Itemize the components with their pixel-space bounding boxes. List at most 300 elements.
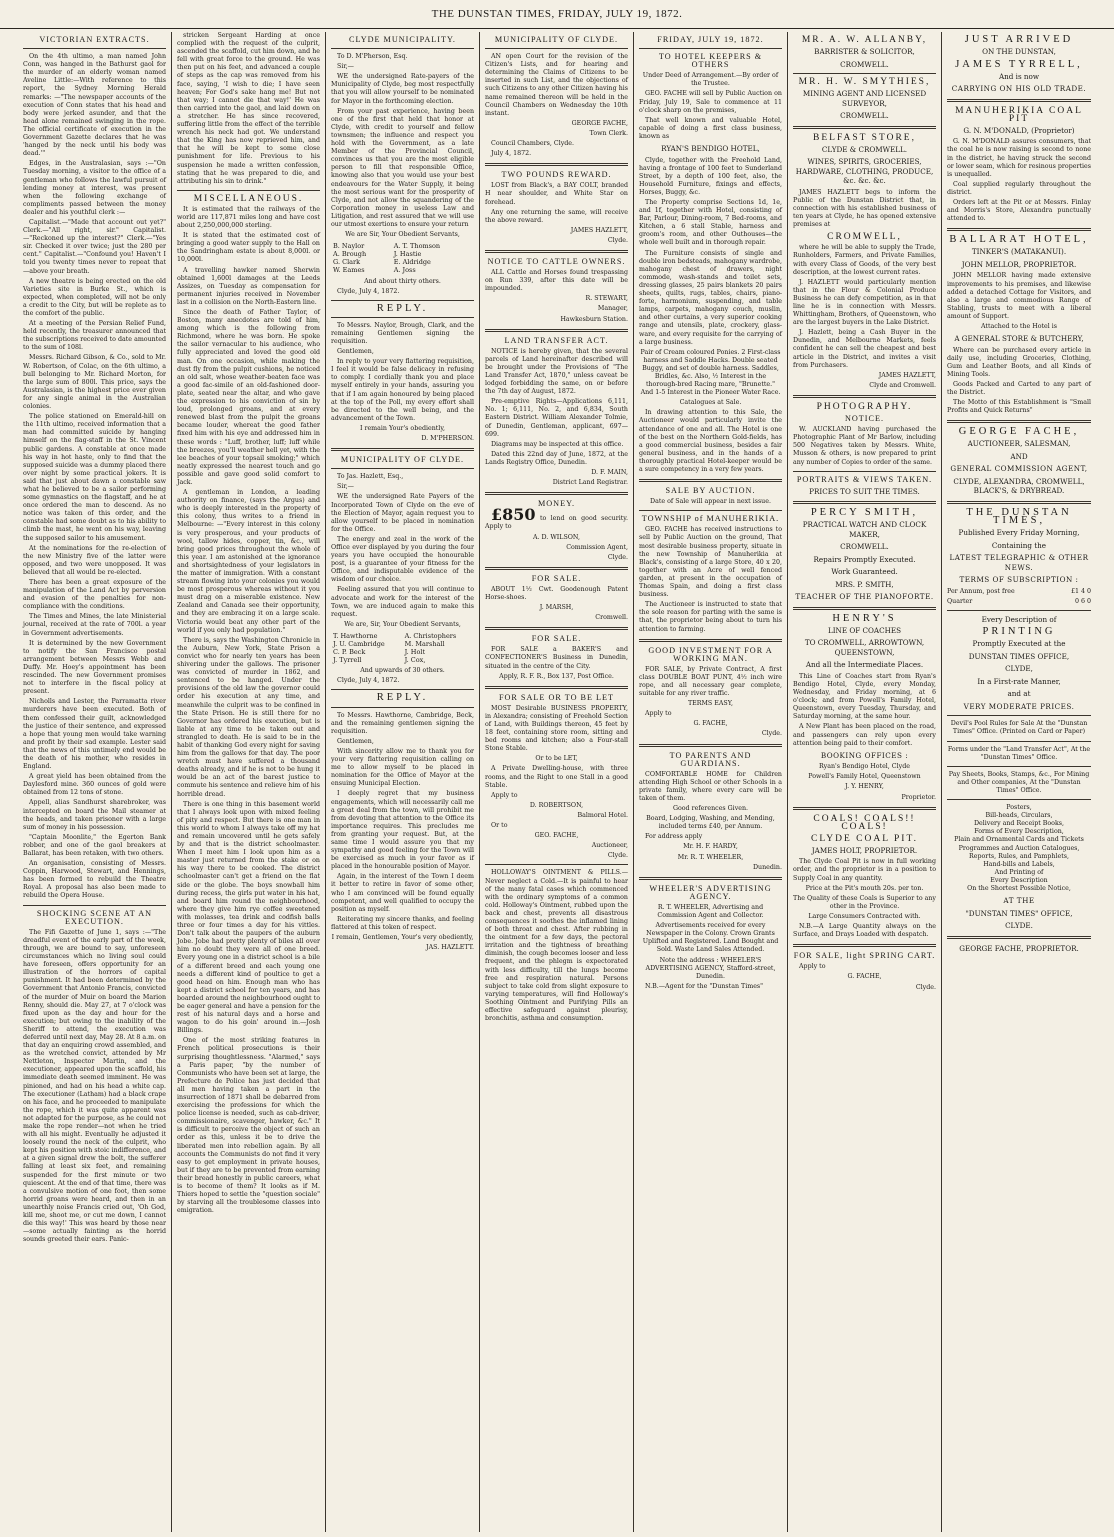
subtitle: CARRYING ON HIS OLD TRADE. xyxy=(951,84,1087,94)
notice-paragraph: GEO. FACHE will sell by Public Auction on Friday, July 19, Sale to commence at 11 o'clock sharp on the premises, xyxy=(639,90,782,114)
ad-paragraph: J. HAZLETT would particularly mention that in the Flour & Colonial Produce Business he can defy competition, as in that line he is in connection with Messrs. Whittingham, Brothers, of Queenstown, who are the largest buyers in the Lake District. xyxy=(793,278,936,327)
subtitle: LINE OF COACHES xyxy=(827,625,902,635)
list-item: Every Description xyxy=(990,876,1048,884)
notice-date: July 4, 1872. xyxy=(491,150,532,158)
notice-signature: Clyde. xyxy=(607,236,628,244)
ad-paragraph: Devil's Pool Rules for Sale At the "Dunstan Times" Office. (Printed on Card or Paper) xyxy=(950,720,1088,736)
ad-paragraph: N.B.—A Large Quantity always on the Surface, and Drays Loaded with despatch. xyxy=(793,923,936,939)
notice-signature: D. ROBERTSON, xyxy=(529,801,584,809)
subtitle: CLYDE, ALEXANDRA, CROMWELL, BLACK'S, & DRYBREAD. xyxy=(953,476,1085,496)
letter-paragraph: WE the undersigned Rate Payers of the Incorporated Town of Clyde on the eve of the Election of Mayor, again request you to allow yourself to be placed in nomination for the Office. xyxy=(331,493,474,533)
subtitle: MRS. P. SMITH, xyxy=(835,579,894,589)
notice-apply: Or to xyxy=(491,822,508,830)
notice-paragraph: LOST from Black's, a BAY COLT, branded H near shoulder, and White Star on forehead. xyxy=(485,182,628,206)
divider xyxy=(331,707,474,708)
notice-paragraph: N.B.—Agent for the "Dunstan Times" xyxy=(645,982,764,990)
money-text: to lend on good security. Apply to xyxy=(485,515,628,531)
ad-paragraph: Powell's Family Hotel, Queenstown xyxy=(808,773,921,781)
signer-row: W. Eames A. Joss xyxy=(333,266,416,275)
notice-paragraph: Pre-emptive Rights—Applications 6,111, No. 1; 6,111, No. 2, and 6,834, South Eastern District. William Alexander Tolmie, of Dunedin, Gentleman, applicant, 697—699. xyxy=(485,398,628,438)
notice-signature: District Land Registrar. xyxy=(552,479,628,487)
notice-paragraph: AN open Court for the revision of the Citizen's Lists, and for hearing and determining the Claims of Citizens to be inserted in such List, and the objections of such Citizens to any other Citizen having his name remained thereon will be held in the Council Chambers on Wednesday the 10th instant. xyxy=(485,53,628,117)
notice-paragraph: Any one returning the same, will receive the above reward. xyxy=(485,208,628,224)
heading-clyde-municipality: CLYDE MUNICIPALITY. xyxy=(349,35,456,44)
heading-shocking-scene: SHOCKING SCENE AT AN EXECUTION. xyxy=(36,908,153,926)
article-paragraph: There is, says the Washington Chronicle in the Auburn, New York, State Prison a convict who for nearly ten years has been shivering under the gallows. The prisoner was convicted of murder in 1862, and sentenced to be hanged. Under the provisions of the old law the governor could order his execution at any time, and meanwhile the culprit was to be confined in the State Prison. He is still there for no Governor has ordered his execution, but is liable at any time to be taken out and strangled to death. He is said to be in the habit of thanking God every night for saving him from the gallows for that day. The poor wretch must have suffered a thousand deaths already, and if he is not to be hung it would be an act of the barest justice to commute his sentence and relieve him of his horrible dread. xyxy=(177,636,320,798)
subtitle: Published Every Friday Morning, xyxy=(958,528,1080,538)
letter-paragraph: I deeply regret that my business engagements, which will necessarily call me a great deal from the town, will prohibit me from devoting that attention to the Office its importance requires. This precludes me from granting your request. But, at the same time I would assure you that my sympathy and good feeling for the Town will be exercised as much in your favor as if placed in the honourable position of Mayor. xyxy=(331,790,474,871)
divider xyxy=(947,228,1091,231)
proprietor-line: GEORGE FACHE, PROPRIETOR. xyxy=(959,943,1079,953)
divider xyxy=(331,689,474,690)
heading-coals: COALS! COALS!! COALS! xyxy=(813,813,916,832)
list-item: Delivery and Receipt Books, xyxy=(973,820,1065,828)
notice-paragraph: FOR SALE a BAKER'S and CONFECTIONER'S Business in Dunedin, situated in the centre of the City. xyxy=(485,646,628,670)
list-item: Plain and Ornamental Cards and Tickets xyxy=(954,836,1084,844)
newspaper-page xyxy=(18,32,1108,1532)
ad-paragraph: Goods Packed and Carted to any part of the District. xyxy=(947,380,1091,397)
heading-just-arrived: JUST ARRIVED xyxy=(964,34,1074,45)
ad-paragraph: Ryan's Bendigo Hotel, Clyde xyxy=(819,763,910,771)
list-item: Bill-heads, Circulars, xyxy=(985,812,1053,820)
article-paragraph: One of the most striking features in French political prosecutions is their surprising thoughtlessness. "Alarmed," says a Paris paper, "by the number of Communists who have been set at large, the Prefecture de Police has just decided that all men having taken a part in the insurrection of 1871 shall be debarred from exercising the professions for which the police license is needed, such as cab-driver, commissionaire, scavenger, hawker, &c." It is difficult to perceive the object of such an order as this, unless it be to drive the liberated men into rebellion again. By all accounts the Communists do not find it very easy to get employment in private houses, but if they are to be prevented from earning their bread honestly in public careers, what is to become of them? It looks as if M. Thiers hoped to settle the "question sociale" by starving all the troublesome classes into emigration. xyxy=(177,1037,320,1215)
letter-date: Clyde, July 4, 1872. xyxy=(337,677,400,685)
subtitle: AT THE xyxy=(1003,896,1035,906)
notice-paragraph: The Auctioneer is instructed to state that the sole reason for parting with the same is that, the proprietor being about to turn his attention to farming. xyxy=(639,601,782,633)
heading-photography: PHOTOGRAPHY. xyxy=(816,401,913,412)
letter-address: To Jas. Hazlett, Esq., xyxy=(337,473,404,481)
heading-manuherikia-coal-pit: MANUHERIKIA COAL PIT xyxy=(955,105,1083,124)
subtitle: WINES, SPIRITS, GROCERIES, HARDWARE, CLOTHING, PRODUCE, &c. &c. &c. xyxy=(795,157,934,186)
column-3 xyxy=(326,32,480,1532)
divider xyxy=(947,715,1091,716)
article-paragraph: The Fifi Gazette of June 1, says :—"The dreadful event of the early part of the week, through, we are bound to say, unforeseen circumstances which no living soul could have foreseen, offers opportunity for an illustration of the horrors of capital punishment. It had been determined by the Government that Antonio Francis, convicted of the murder of Muir on board the Marion Renny, should die. May 27, at 7 o'clock was fixed upon as the day and hour for the execution; but owing to the inability of the Sheriff to attend, the execution was deferred until next day, May 28. At 8 a.m. on that day an enquiring crowd assembled, and as the wretched convict, attended by Mr Nettleton, Inspector Martin, and the executioner, appeared upon the scaffold, his immediate death seemed imminent. He was pinioned, and had on his head a white cap. The executioner (Latham) had a black crape on his face, and he proceeded to manipulate the rope, which it was quite apparent was not adapted for the purpose, as he could not make the rope render—not when he tried with all his might. Eventually he adjusted it loosely round the neck of the culprit, who kept his position with stoic indifference, and at a given signal drew the bolt, the sufferer falling at least six feet, and remaining suspended for the first minute or two quiescent. At the end of that time, there was a convulsive motion of one foot, then some horrid groans were heard, and then in an unearthly noise Francis cried out, 'Oh God, kill me, shoot me, or cut me down, I cannot die this way!' This was heard by those near—some actually fainting as the horrid sounds greeted their ears. Panic- xyxy=(23,928,166,1244)
letter-salutation: Sir,— xyxy=(337,483,354,491)
letter-paragraph: From your past experience, having been one of the first that held that honor at Clyde, with credit to yourself and fellow townsmen; the influence and respect you hold with the Government, as a late Member of the Provincial Council, convinces us that you are the most eligible person to fill that responsible Office, knowing also that you would use your best endeavours for the Water Supply, it being the most serious want for the prosperity of Clyde, and not allow the squandering of the Corporation money in useless Law and Litigation, and rest assured that we will use our utmost exertions to ensure your return xyxy=(331,107,474,228)
subtitle: GENERAL COMMISSION AGENT, xyxy=(950,464,1088,474)
notice-signature: Clyde. xyxy=(761,730,782,738)
divider xyxy=(947,741,1091,742)
notice-paragraph: Date of Sale will appear in next issue. xyxy=(650,498,771,506)
list-item: Posters, xyxy=(1006,804,1032,812)
divider xyxy=(331,468,474,469)
notice-paragraph: Dated this 22nd day of June, 1872, at the Lands Registry Office, Dunedin. xyxy=(485,450,628,466)
divider xyxy=(947,766,1091,767)
heading-to-hotel-keepers: TO HOTEL KEEPERS & OTHERS xyxy=(658,52,763,70)
article-paragraph: There is one thing in this basement world that I always look upon with mixed feeling of pity and respect. But there is one man in this world to whom I always take off my hat and remain uncovered until he gets safely by and that is the district schoolmaster. When I meet him I look upon him as a master just returned from the stake or on his way there to be cooked. The district schoolmaster can't get a friend on the flat side or the globe. The boys snowball him during recess, the girls put water in his hat, and board him round the neighbourhood, where they give him rye coffee sweetened with molasses, tea drink and codfish balls three or four times a day for his vittles. Don't talk about the paupers of the auburn Jobe. Jobe had pretty plenty of biles all over him no doubt they were all of one breed. Every young one in a district school is a bile of a different breed and each young one needs a different kind of poultice to get a good head on him. Enough man who has kept a district school for ten years, and has boarded around the neighbourhood ought to be eager general and have a pension for the rest of his natural days and a horse and wagon to do his goin' around in.—Josh Billings. xyxy=(177,800,320,1035)
notice-signature: Manager, xyxy=(597,305,628,313)
letter-salutation: Gentlemen, xyxy=(337,737,374,745)
heading-sale-by-auction: SALE BY AUCTION. xyxy=(665,486,756,496)
notice-signature: Mr. H. F. HARDY, xyxy=(683,843,738,851)
notice-paragraph: ABOUT 1½ Cwt. Goodenough Patent Horse-shoes. xyxy=(485,585,628,601)
heading-ballarat-hotel: BALLARAT HOTEL, xyxy=(949,234,1089,246)
letter-address: To D. M'Pherson, Esq. xyxy=(337,53,408,61)
heading-for-sale: FOR SALE. xyxy=(531,634,582,644)
letter-salutation: Sir,— xyxy=(337,63,354,71)
divider xyxy=(485,492,628,495)
heading-james-tyrrell: JAMES TYRRELL, xyxy=(955,58,1083,70)
notice-signature: Clyde. xyxy=(607,852,628,860)
heading-portraits: PORTRAITS & VIEWS TAKEN. xyxy=(796,474,933,484)
subtitle: and at xyxy=(1007,689,1031,699)
heading-henrys: HENRY'S xyxy=(832,612,897,624)
letter-paragraph: Reiterating my sincere thanks, and feeling flattered at this token of respect. xyxy=(331,915,474,931)
notice-signature: Hawkesburn Station. xyxy=(560,315,628,323)
article-paragraph: At a meeting of the Persian Relief Fund, held recently, the treasurer announced that the subscriptions received to date amounted to the sum of 108l. xyxy=(23,320,166,352)
notice-paragraph: MOST Desirable BUSINESS PROPERTY, in Alexandra; consisting of Freehold Section of Land, with Buildings thereon, 45 feet by 18 feet, containing store room, sitting and bed rooms and kitchen; also a Four-stall Stone Stable. xyxy=(485,704,628,753)
subscription-row xyxy=(947,588,1091,596)
divider xyxy=(331,48,474,49)
divider xyxy=(793,807,936,810)
notice-paragraph: GEO. FACHE has received instructions to sell by Public Auction on the ground, That most desirable business property, situate in the new Township of Manuherikia at Black's, consisting of a large Store, 40 x 20, together with an Acre of well fenced garden, at present in the occupation of Thomas Spain, and doing a first class business. xyxy=(639,526,782,599)
article-paragraph: It is determined by the new Government to notify the San Francisco postal arrangement between Messrs Webb and Duffy. Mr. Hoey's appointment has been rescinded. The new Government promises not to interfere in the fiscal policy at present. xyxy=(23,639,166,696)
notice-paragraph: The Furniture consists of single and double iron bedsteads, mahogany wardrobe, mahogany chest of drawers, night commode, wash-stands and toilet sets, dressing glasses, 25 pairs blankets 20 pairs sheets, quilts, rugs, tables, chairs, piano-forte, harmonium, suspending, and table lamps, carpets, mahogany couch, muslin, and other curtains, a very superior cooking range and utensils, plate, crockery, glass-ware, and every requisite for the carrying of a large business. xyxy=(639,249,782,346)
subtitle: ON THE DUNSTAN, xyxy=(982,47,1056,57)
divider xyxy=(793,471,936,472)
signers-table-1 xyxy=(331,242,474,274)
letter-address: To Messrs. Naylor, Brough, Clark, and the remaining Gentlemen signing the requisition. xyxy=(331,321,474,345)
divider xyxy=(947,799,1091,800)
letter-signature: D. M'PHERSON. xyxy=(421,435,474,443)
divider xyxy=(793,73,936,74)
divider xyxy=(793,395,936,398)
signers-table-2 xyxy=(331,632,474,664)
signer-row: G. Clark E. Aldridge xyxy=(333,258,431,267)
signer-row: C. P. Beck J. Holt xyxy=(333,648,426,657)
ad-signature: G. FACHE, xyxy=(847,973,882,981)
letter-date: Clyde, July 4, 1872. xyxy=(337,287,400,295)
column-6 xyxy=(788,32,942,1532)
notice-signature: Dunedin. xyxy=(753,863,782,871)
notice-signature: Auctioneer, xyxy=(591,842,628,850)
subscription-value: 0 6 0 xyxy=(1074,597,1091,605)
subtitle: CROMWELL. xyxy=(840,111,889,121)
notice-signature: Clyde. xyxy=(607,553,628,561)
notice-place: Council Chambers, Clyde. xyxy=(491,140,575,148)
ad-paragraph: Large Consumers Contracted with. xyxy=(808,912,921,920)
article-paragraph: A travelling hawker named Sherwin obtained 1,600l damages at the Leeds Assizes, on Tuesday as compensation for permanent injuries received in November last in a collision on the North-Eastern line. xyxy=(177,266,320,306)
heading-victorian-extracts: VICTORIAN EXTRACTS. xyxy=(39,35,150,44)
subtitle: CLYDE. xyxy=(1005,921,1033,931)
article-paragraph: Edges, in the Australasian, says :—"On Tuesday morning, a visitor to the office of a gentleman who follows the lawful pursuit of lending money at interest, was present when the following exchange of compliments passed between the money dealer and his youthful clerk :— xyxy=(23,160,166,216)
printing-list xyxy=(947,804,1091,893)
letter-closing: I remain Your's obediently, xyxy=(359,424,446,432)
ad-paragraph: The Clyde Coal Pit is now in full working order, and the proprietor is in a position to Supply Coal in any quantity. xyxy=(793,858,936,882)
subtitle: TO CROMWELL, ARROWTOWN, QUEENSTOWN, xyxy=(804,638,925,657)
subtitle: CROMWELL. xyxy=(840,59,889,69)
notice-signature: GEO. FACHE, xyxy=(534,832,579,840)
subtitle: CLYDE, xyxy=(1005,664,1033,674)
notice-paragraph: A Private Dwelling-house, with three rooms, and the Right to one Stall in a good Stable. xyxy=(485,765,628,789)
list-item: And Printing of xyxy=(994,868,1044,876)
notice-paragraph: ALL Cattle and Horses found trespassing on Run 339, after this date will be impounded. xyxy=(485,269,628,293)
subtitle: CLYDE & CROMWELL. xyxy=(821,144,908,154)
subtitle: Every Description of xyxy=(981,614,1057,624)
divider xyxy=(639,510,782,511)
dateline: FRIDAY, JULY 19, 1872. xyxy=(657,35,764,44)
notice-signature: Balmoral Hotel. xyxy=(577,811,628,819)
column-4 xyxy=(480,32,634,1532)
list-item: Reports, Rules, and Pamphlets, xyxy=(969,852,1069,860)
heading-miscellaneous: MISCELLANEOUS. xyxy=(193,193,304,204)
heading-for-sale-or-let: FOR SALE OR TO BE LET xyxy=(498,692,615,702)
divider xyxy=(331,448,474,451)
divider xyxy=(485,864,628,865)
article-paragraph: On the 4th ultimo, a man named John Conn, was hanged in the Bathurst gaol for the murder of an elderly woman named Aveline Little:—With reference to this report, the Sydney Morning Herald remarks: —"The newspaper accounts of the execution of Conn states that his head and body were jerked asunder, and that the head alone remained swinging in the rope. The official certificate of execution in the Government Gazette declares that he was 'hanged by the neck until his body was dead.'" xyxy=(23,53,166,158)
article-paragraph: The Times and Mines, the late Ministerial journal, received at the rate of 700l. a year in Government advertisements. xyxy=(23,613,166,637)
letter-paragraph: Again, in the interest of the Town I deem it better to retire in favor of some other, who I am convinced will be found equally competent, and well qualified to occupy the position as myself. xyxy=(331,873,474,913)
notice-paragraph: Apply, R. F. R., Box 137, Post Office. xyxy=(499,672,614,680)
article-paragraph: It is stated that the estimated cost of bringing a good water supply to the Hall on the Sandringham estate is about 8,000l. or 10,000l. xyxy=(177,232,320,264)
article-paragraph: A gentleman in London, a leading authority on finance, (says the Argus) and who is deeply interested in the property of this colony, thus writes to a friend in Melbourne: —"Every interest in this colony is very prosperous, and your products of wool, tallow hides, copper, tin, &c., will bring good prices throughout the whole of this year. I am astonished at the ignorance and shortsightedness of your legislators in the matter of immigration. With a constant stream flowing into your colonies you would be most prosperous whereas without it you must drag on a miserable existence. New Zealand and Canada see their opportunity, and they are embracing it on a large scale. Victoria would beat any other part of the world if you only had population." xyxy=(177,489,320,634)
heading-cromwell: CROMWELL, xyxy=(827,232,902,243)
notice-paragraph: Under Deed of Arrangement.—By order of the Trustee. xyxy=(642,72,779,88)
article-paragraph: The police stationed on Emerald-hill on the 11th ultimo, received information that a man had committed suicide by hanging himself on the flag-staff in the St. Vincent public gardens. A constable at once made his way in hot haste, only to find that the supposed suicide was a dummy placed there over night by some practical jokers. It is said that just about dawn a constable saw what he believed to be a sailor performing some gymnastics on the flagstaff, and he at once ordered the man to descend. As no notice was taken of this order, and the constable had some doubt as to his ability to climb the mast, he went on his way, leaving the supposed sailor to his amusement. xyxy=(23,413,166,542)
notice-terms: TERMS EASY, xyxy=(687,700,734,708)
money-amount: £850 xyxy=(491,505,536,525)
notice-paragraph: NOTICE is hereby given, that the several parcels of Land hereinafter described will be brought under the Provisions of "The Land Transfer Act, 1870," unless caveat be lodged forbidding the same, on or before the 7th day of August, 1872. xyxy=(485,347,628,396)
notice-signature: JAMES HAZLETT, xyxy=(570,226,628,234)
ad-paragraph: Coal supplied regularly throughout the district. xyxy=(947,180,1091,196)
notice-paragraph: That well known and valuable Hotel, capable of doing a first class business, known as xyxy=(639,116,782,140)
divider xyxy=(947,420,1091,423)
subtitle: PRACTICAL WATCH AND CLOCK MAKER, xyxy=(802,520,927,539)
divider xyxy=(947,610,1091,611)
subtitle: MINING AGENT AND LICENSED SURVEYOR, xyxy=(802,89,927,108)
heading-township-of-manuherikia: TOWNSHIP of MANUHERIKIA. xyxy=(641,514,780,524)
signer-row: B. Naylor A. T. Thomson xyxy=(333,242,441,251)
divider xyxy=(23,48,166,49)
notice-signature: Commission Agent, xyxy=(566,543,628,551)
heading-reply: REPLY. xyxy=(376,302,429,314)
subtitle: JOHN MELLOR, PROPRIETOR. xyxy=(961,259,1077,269)
notice-signature: R. STEWART, xyxy=(585,295,628,303)
divider xyxy=(639,48,782,49)
divider xyxy=(793,126,936,129)
letter-paragraph: In reply to your very flattering requisition, I feel it would be false delicacy in refusing to comply. I cordially thank you and place myself entirely in your hands, assuring you that if I am again honoured by being placed at the top of the Poll, my every effort shall be directed to the well being, and the advancement of the Town. xyxy=(331,358,474,422)
column-2 xyxy=(172,32,326,1532)
signer-row: J. Tyrrell J. Cox, xyxy=(333,656,426,665)
divider xyxy=(793,607,936,610)
list-item: Programmes and Auction Catalogues, xyxy=(958,844,1080,852)
heading-percy-smith: PERCY SMITH, xyxy=(810,507,919,519)
subtitle: In a First-rate Manner, xyxy=(977,676,1061,686)
ad-paragraph: This Line of Coaches start from Ryan's Bendigo Hotel, Clyde, every Monday, Wednesday, and Friday morning, at 6 o'clock; and from Powell's Family Hotel, Queenstown, every Tuesday, Thursday, and Saturday morning, at the same hour. xyxy=(793,672,936,721)
subtitle: JAMES HOLT, PROPRIETOR. xyxy=(811,845,918,855)
signers-others: And about thirty others. xyxy=(364,277,441,285)
heading-notice: NOTICE. xyxy=(844,414,885,424)
heading-george-fache: GEORGE FACHE, xyxy=(958,426,1080,438)
subtitle: And all the Intermediate Places. xyxy=(805,660,924,670)
divider xyxy=(947,501,1091,504)
letter-closing: We are, Sir, Your Obedient Servants, xyxy=(344,620,461,628)
divider xyxy=(23,905,166,906)
letter-closing: I remain, Gentlemen, Your's very obediently, xyxy=(331,934,474,941)
ad-paragraph: Forms under the "Land Transfer Act", At the "Dunstan Times" Office. xyxy=(947,745,1091,761)
article-paragraph: Since the death of Father Taylor, of Boston, many anecdotes are told of him, among which is the following from Richmond, where he was born. He spoke the sailor vernacular to his audience, who fully appreciated and loved the good old man. On one occasion, while making the dust fly from the pulpit cushions, he noticed an old salt, whose weather-beaten face was a good fac-simile of an old-fashioned door-plate, seated near the altar, and who gave the expression to his conviction of sin by loud, prolonged groans, and at every renewed blast from the pulpit the groans became louder, whereat the good father fixed him with his eye and addressed him in these words : "Luff, brother, luff; luff while the breezes, you'll weather hell yet, with the lee beaches of your topsail smoking;" which neatly expressed the nearest touch and go possible and gave good solid comfort to Jack. xyxy=(177,309,320,486)
divider xyxy=(793,944,936,947)
ad-paragraph: Pay Sheets, Books, Stamps, &c., For Mining and Other companies, At the "Dunstan Times" Office. xyxy=(948,770,1090,794)
notice-apply: Apply to xyxy=(645,710,672,718)
list-item: Hand-bills and Labels, xyxy=(983,860,1055,868)
divider xyxy=(639,744,782,747)
article-paragraph: "Captain Moonlite," the Egerton Bank robber, and one of the gaol breakers at Ballarat, has been retaken, with two others. xyxy=(23,833,166,857)
heading-to-parents-and-guardians: TO PARENTS AND GUARDIANS. xyxy=(669,750,752,768)
notice-signature: Mr. R. T. WHEELER, xyxy=(677,853,744,861)
ad-paragraph: Where can be purchased every article in daily use, including Groceries, Clothing, Gum and Leather Boots, and all Kinds of Mining Tools. xyxy=(947,346,1091,378)
divider xyxy=(485,329,628,332)
ad-paragraph: JAMES HAZLETT begs to inform the Public of the Dunstan District that, in connection with his established business of ten years at Clyde, he has opened extensive premises at xyxy=(793,188,936,229)
subtitle: AND xyxy=(1010,451,1028,461)
letter-paragraph: The energy and zeal in the work of the Office ever displayed by you during the four years you have occupied the honourable post, is a guarantee of your fitness for the Office, and indisputable evidence of the wisdom of our choice. xyxy=(331,535,474,584)
notice-paragraph: In drawing attention to this Sale, the Auctioneer would particularly invite the attendance of one and all. The Hotel is one of the best on the Northern Gold-fields, has a good commercial business, besides a fair general business, and in the hands of a thoroughly practical Hotel-keeper would be a sure competency in a very few years. xyxy=(639,409,782,473)
letter-address: To Messrs. Hawthorne, Cambridge, Beck, and the remaining gentlemen signing the requisition. xyxy=(331,711,474,735)
signer-row: T. Hawthorne A. Christophers xyxy=(333,631,457,640)
article-paragraph: stricken Sergeant Harding at once complied with the request of the culprit, ascended the scaffold, cut him down, and he fell with great force to the ground. He was then put on his feet, and advanced a couple of steps as the cap was removed from his face, saying, 'I wish to die; I have seen heaven; For God's sake hang me! But not that way; I cannot die that way!' He was then carried into the gaol, and laid down on a stretcher. He has since recovered, suffering little from the effect of the terrible wrench his neck had got. We understand that the King has now reprieved him, and that he will be kept to some close punishment for life. Previous to his suspension he made a written confession, stating that he was prepared to die, and attributing his sin to drink." xyxy=(177,32,320,185)
column-5 xyxy=(634,32,788,1532)
subtitle: Repairs Promptly Executed. xyxy=(813,554,916,564)
masthead-title: THE DUNSTAN TIMES, FRIDAY, JULY 19, 1872. xyxy=(431,8,683,20)
list-item: On the Shortest Possible Notice, xyxy=(967,884,1071,892)
ad-paragraph: where he will be able to supply the Trade, Runholders, Farmers, and Private Families, with every Class of Goods, of the very best description, at the lowest current rates. xyxy=(793,244,936,276)
heading-land-transfer-act: LAND TRANSFER ACT. xyxy=(504,335,609,345)
heading-municipality-of-clyde: MUNICIPALITY OF CLYDE. xyxy=(340,455,465,465)
divider xyxy=(485,686,628,689)
heading-money: MONEY. xyxy=(537,499,575,509)
divider xyxy=(639,639,782,642)
article-paragraph: Appell, alias Sandhurst sharebroker, was intercepted on board the Mail steamer at the heads, and taken prisoner with a large sum of money in his possession. xyxy=(23,799,166,831)
subtitle: TINKER'S (MATAKANUI). xyxy=(971,247,1067,257)
notice-paragraph: R. T. WHEELER, Advertising and Commission Agent and Collector. xyxy=(657,903,764,920)
ad-paragraph: JOHN MELLOR having made extensive improvements to his premises, and likewise added a detached Cottage for Visitors, and also a large and commodious Range of Stabling, trusts to meet with a liberal amount of Support. xyxy=(947,272,1091,320)
letter-paragraph: With sincerity allow me to thank you for your very flattering requisition calling on me to allow myself to be placed in nomination for the Office of Mayor at the ensuing Municipal Election. xyxy=(331,747,474,788)
article-paragraph: An organisation, consisting of Messrs. Coppin, Harwood, Stewart, and Hennings, has been formed to rebuild the Theatre Royal. A proposal has also been made to rebuild the Opera House. xyxy=(23,860,166,900)
heading-belfast-store: BELFAST STORE, xyxy=(813,132,916,143)
notice-paragraph: COMFORTABLE HOME for Children attending High School or other Schools in a private family, where every care will be taken of them. xyxy=(639,770,782,802)
notice-paragraph: For address apply xyxy=(645,833,703,841)
ad-apply: Apply to xyxy=(799,963,826,971)
notice-paragraph: Clyde, together with the Freehold Land, having a frontage of 100 feet to Sunderland Street, by a depth of 100 feet, also, the Household Furniture, fixings and effects, Horses, Buggy, &c. xyxy=(639,156,782,196)
ad-paragraph: Orders left at the Pit or at Messrs. Finlay and Morris's Store, Alexandra punctually attended to. xyxy=(947,199,1091,223)
notice-signature: GEORGE FACHE, xyxy=(571,119,628,127)
ad-paragraph: A New Plant has been placed on the road, and passengers can rely upon every attention being paid to their comfort. xyxy=(793,723,936,747)
article-paragraph: Capitalist.—"Made that account out yet?" Clerk.—"All right, sir." Capitalist.—"Reckoned up the interest?" Clerk.—"Yes sir. Checked it over twice; just the 280 per cent." Capitalist.—"Confound you! Haven't I told you twenty times never to repeat that —above your breath. xyxy=(23,218,166,275)
heading-two-pounds-reward: TWO POUNDS REWARD. xyxy=(501,170,612,180)
notice-paragraph xyxy=(485,505,628,531)
subtitle: Promptly Executed at the xyxy=(972,639,1066,649)
notice-paragraph: Board, Lodging, Washing, and Mending, included terms £40, per Annum. xyxy=(646,815,775,831)
ad-paragraph: The Quality of these Coals is Superior to any other in the Province. xyxy=(793,894,936,910)
notice-paragraph: Advertisements received for every Newspaper in the Colony. Crown Grants Uplifted and Registered. Land Bought and Sold. Waste Land Sales Attended. xyxy=(642,922,779,954)
article-paragraph: Nicholls and Lester, the Parramatta river murderers have been executed. Both of them confessed their guilt, acknowledged the justice of their sentence, and expressed a hope that young men would take warning and profit by their sad example. Lester said that the news of this untimely end would be the death of his mother, who resides in England. xyxy=(23,698,166,771)
notice-signature: Cromwell. xyxy=(595,614,628,622)
subtitle: PRICES TO SUIT THE TIMES. xyxy=(809,486,920,496)
notice-signature: A. D. WILSON, xyxy=(532,533,581,541)
divider xyxy=(947,936,1091,939)
ad-paragraph: The Motto of this Establishment is "Small Profits and Quick Returns" xyxy=(947,399,1091,415)
holloway-advertisement: HOLLOWAY'S OINTMENT & PILLS.—Never neglect a Cold.—It is painful to hear of the many fatal cases which commenced with the ordinary symptoms of a common cold. Holloway's Ointment, rubbed upon the back and chest, prevents all disastrous consequences it soothes the inflamed lining of both throat and chest. After rubbing in the ointment for a few days, the pectoral irritation and the tightness of breathing diminish, the cough becomes looser and less frequent, and the phlegm is expectorated with less difficulty, till the lungs become free and respiration natural. Persons subject to take cold from slight exposure to varying temperatures, will find Holloway's Soothing Ointment and Purifying Pills an effective safeguard against pleurisy, bronchitis, asthma and consumption. xyxy=(485,869,628,1023)
subscription-value: £1 4 0 xyxy=(1070,587,1091,595)
subtitle: VERY MODERATE PRICES. xyxy=(963,701,1075,711)
heading-wheelers-agency: WHEELER'S ADVERTISING AGENCY. xyxy=(649,883,772,901)
divider xyxy=(485,567,628,570)
letter-signature: JAS. HAZLETT. xyxy=(426,944,474,952)
article-paragraph: A new theatre is being erected on the old Varieties site in Burke St., which is expected, when completed, will not be only a credit to the City, but will be replete as to the comfort of the public. xyxy=(23,277,166,317)
notice-signature: J. MARSH, xyxy=(539,604,574,612)
notice-paragraph: Good references Given. xyxy=(672,805,749,813)
notice-paragraph: Catalogues at Sale. xyxy=(679,399,742,407)
heading-dunstan-times: THE DUNSTAN TIMES, xyxy=(966,506,1072,526)
subtitle: DUNSTAN TIMES OFFICE, xyxy=(968,651,1070,661)
letter-closing: We are Sir, Your Obedient Servants, xyxy=(345,231,460,239)
heading-clyde-coal-pit: CLYDE COAL PIT. xyxy=(811,833,918,844)
ad-signature: J. Y. HENRY, xyxy=(845,783,884,791)
subscription-label: Per Annum, post free xyxy=(947,587,1015,595)
article-paragraph: Messrs. Richard Gibson, & Co., sold to Mr. W. Robertson, of Colac, on the 6th ultimo, a bull belonging to Mr. Richard Morton, for the large sum of 800l. This price, says the Australasian, is the highest price ever given for any single animal in the Australian colonies. xyxy=(23,354,166,411)
heading-for-sale: FOR SALE. xyxy=(531,573,582,583)
signer-row: A. Brough J. Hastie xyxy=(333,250,422,259)
divider xyxy=(331,317,474,318)
subscription-row xyxy=(947,598,1091,606)
notice-paragraph: Note the address : WHEELER'S ADVERTISING AGENCY, Stafford-street, Dunedin. xyxy=(645,956,776,980)
signer-row: J. U. Cambridge M. Marshall xyxy=(333,640,445,648)
heading-printing: PRINTING xyxy=(982,626,1056,638)
ad-signature: Clyde and Cromwell. xyxy=(869,381,936,389)
notice-paragraph: Pair of Cream coloured Ponies. 2 First-class harness and Saddle Hacks. Double seated Buggy, and set of double harness. Saddles, Bridles, &c. Also, ½ Interest in the thorough-bred Racing mare, "Brunette." And 1-5 Interest in the Pioneer Water Race. xyxy=(640,348,781,397)
article-paragraph: It is estimated that the railways of the world are 117,871 miles long and have cost about 2,250,000,000 sterling. xyxy=(177,205,320,230)
column-1 xyxy=(18,32,172,1532)
ad-paragraph: G. N. M'DONALD assures consumers, that the coal he is now raising is second to none in the district, he having struck the second or lower seam, which for resinous properties is unequalled. xyxy=(947,138,1091,178)
notice-signature: G. FACHE, xyxy=(693,720,728,728)
subtitle: TERMS OF SUBSCRIPTION : xyxy=(959,575,1079,585)
subtitle: LATEST TELEGRAPHIC & OTHER NEWS. xyxy=(949,553,1089,572)
heading-allanby: MR. A. W. ALLANBY, xyxy=(801,35,928,45)
subtitle: Work Guaranteed. xyxy=(831,567,898,577)
column-7 xyxy=(942,32,1096,1532)
notice-signature: D. F. MAIN, xyxy=(591,469,628,477)
subscription-label: Quarter xyxy=(947,597,973,605)
notice-paragraph: FOR SALE, by Private Contract, A first class DOUBLE BOAT PUNT, 4½ inch wire rope, and all necessary gear complete, suitable for any river traffic. xyxy=(639,665,782,698)
subtitle: G. N. M'DONALD, (Proprietor) xyxy=(963,125,1075,135)
ad-signature: Clyde. xyxy=(915,983,936,991)
signers-others: And upwards of 30 others. xyxy=(360,667,445,675)
ad-paragraph: J. Hazlett, being a Cash Buyer in the Dunedin, and Melbourne Markets, feels confident he can sell the cheapest and best article in the District, and invites a visit from Purchasers. xyxy=(793,329,936,369)
article-paragraph: At the nominations for the re-election of the new Ministry five of the latter were opposed, and two were unopposed. It was believed that all would be re-elected. xyxy=(23,544,166,576)
article-paragraph: A great yield has been obtained from the Daylesford mine. 360 ounces of gold were obtained from 12 tons of stone. xyxy=(23,773,166,797)
heading-good-investment: GOOD INVESTMENT FOR A WORKING MAN. xyxy=(648,645,773,663)
ad-paragraph: Price at the Pit's mouth 20s. per ton. xyxy=(805,884,924,892)
letter-paragraph: WE the undersigned Rate-payers of the Municipality of Clyde, beg most respectfully that you will allow yourself to be nominated for Mayor in the forthcoming election. xyxy=(331,73,474,105)
subtitle: AUCTIONEER, SALESMAN, xyxy=(967,439,1071,449)
divider xyxy=(947,99,1091,102)
heading-smythies: MR. H. W. SMYTHIES, xyxy=(798,77,931,88)
divider xyxy=(177,190,320,191)
notice-paragraph: The Property comprise Sections 1d, 1e, and 1f, together with Hotel, consisting of Bar, Parlour, Dining-room, 7 Bed-rooms, and Kitchen, a 6 stall Stable, harness and groom's room, and other Outhouses—the whole well built and in thorough repair. xyxy=(639,199,782,247)
divider xyxy=(485,250,628,253)
notice-paragraph: Diagrams may be inspected at this office. xyxy=(491,440,624,448)
heading-municipality-of-clyde: MUNICIPALITY OF CLYDE. xyxy=(494,35,619,44)
heading-reply: REPLY. xyxy=(376,692,429,704)
ad-signature: Proprietor. xyxy=(901,793,936,801)
subtitle: And is now xyxy=(998,71,1040,81)
ad-signature: JAMES HAZLETT, xyxy=(878,371,936,379)
subtitle: CROMWELL. xyxy=(840,542,889,552)
divider xyxy=(485,48,628,49)
subtitle: TEACHER OF THE PIANOFORTE. xyxy=(795,592,934,602)
list-item: Forms of Every Description, xyxy=(974,828,1064,836)
letter-paragraph: Feeling assured that you will continue to advocate and work for the interest of the Town, we are induced again to make this request. xyxy=(331,586,474,618)
